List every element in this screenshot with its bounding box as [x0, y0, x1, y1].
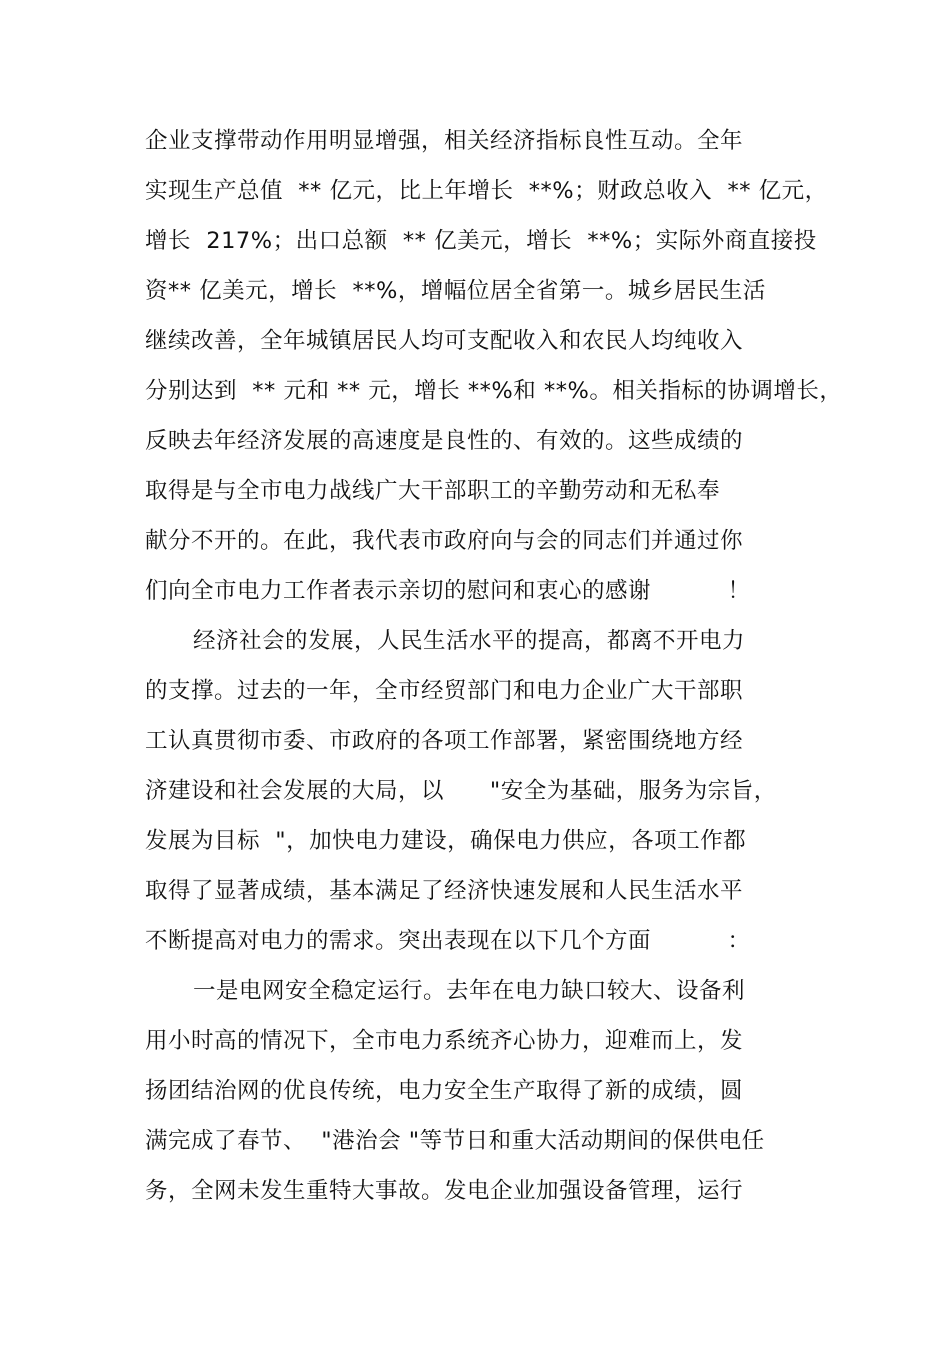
text-line: 企业支撑带动作用明显增强，相关经济指标良性互动。全年: [145, 128, 744, 154]
text-line: 实现生产总值 ** 亿元，比上年增长 **%；财政总收入 ** 亿元，: [145, 178, 828, 204]
text-line: 反映去年经济发展的高速度是良性的、有效的。这些成绩的: [145, 428, 744, 454]
text-line: 不断提高对电力的需求。突出表现在以下几个方面 ：: [145, 928, 751, 954]
text-line: 工认真贯彻市委、市政府的各项工作部署，紧密围绕地方经: [145, 728, 744, 754]
text-line: 分别达到 ** 元和 ** 元，增长 **%和 **%。相关指标的协调增长，: [145, 378, 843, 404]
text-line: 取得是与全市电力战线广大干部职工的辛勤劳动和无私奉: [145, 478, 721, 504]
text-line: 们向全市电力工作者表示亲切的慰问和衷心的感谢 ！: [145, 578, 751, 604]
text-line: 用小时高的情况下，全市电力系统齐心协力，迎难而上，发: [145, 1028, 744, 1054]
text-line: 济建设和社会发展的大局，以 "安全为基础，服务为宗旨，: [145, 778, 777, 804]
text-line: 务，全网未发生重特大事故。发电企业加强设备管理，运行: [145, 1178, 744, 1204]
text-line: 增长 217%；出口总额 ** 亿美元，增长 **%；实际外商直接投: [145, 228, 817, 254]
paragraph-first-line: 一是电网安全稳定运行。去年在电力缺口较大、设备利: [193, 978, 746, 1004]
text-line: 发展为目标 "，加快电力建设，确保电力供应，各项工作都: [145, 828, 747, 854]
text-line: 扬团结治网的优良传统，电力安全生产取得了新的成绩，圆: [145, 1078, 744, 1104]
text-line: 继续改善，全年城镇居民人均可支配收入和农民人均纯收入: [145, 328, 744, 354]
text-line: 满完成了春节、 "港治会 "等节日和重大活动期间的保供电任: [145, 1128, 765, 1154]
text-line: 资** 亿美元，增长 **%，增幅位居全省第一。城乡居民生活: [145, 278, 766, 304]
text-line: 的支撑。过去的一年，全市经贸部门和电力企业广大干部职: [145, 678, 744, 704]
text-line: 取得了显著成绩，基本满足了经济快速发展和人民生活水平: [145, 878, 744, 904]
text-line: 献分不开的。在此，我代表市政府向与会的同志们并通过你: [145, 528, 744, 554]
paragraph-first-line: 经济社会的发展，人民生活水平的提高，都离不开电力: [193, 628, 746, 654]
